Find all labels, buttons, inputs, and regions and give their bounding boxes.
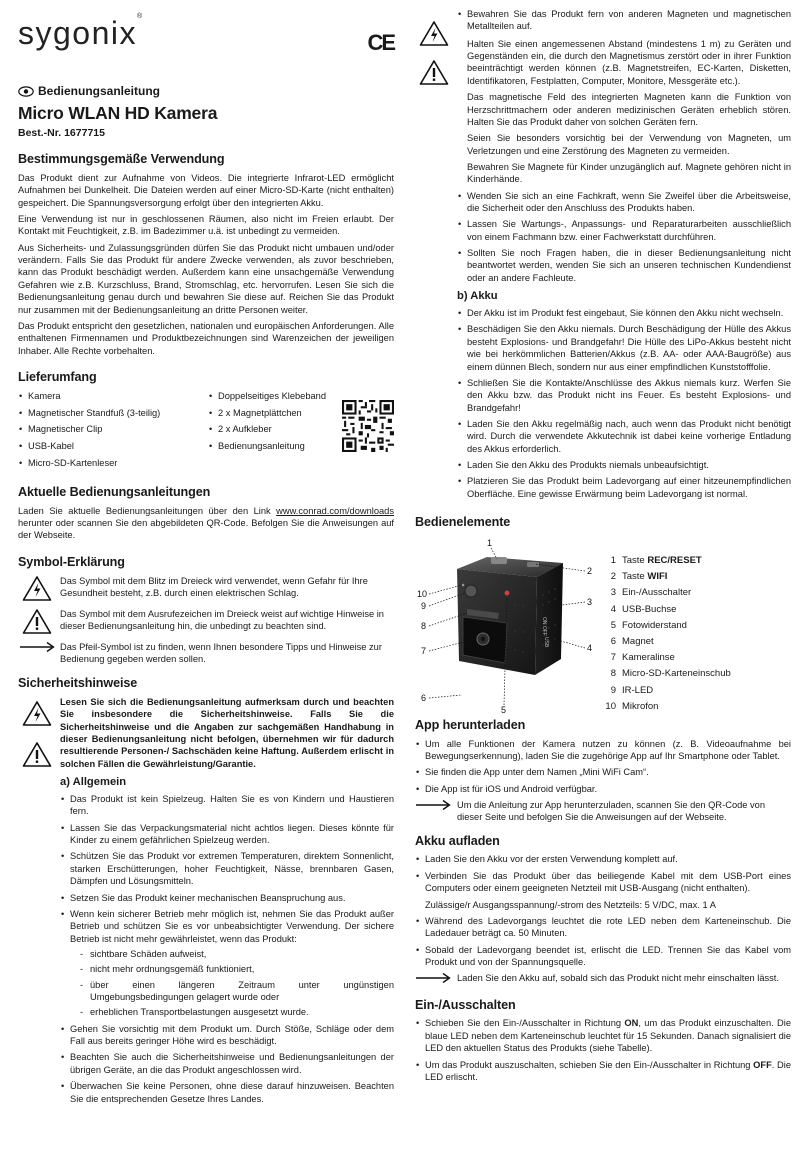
symbol-row	[18, 608, 394, 635]
callout-5: 5	[501, 704, 507, 713]
sub-list-item: - über einen längeren Zeitraum unter ungünstigen Umgebungsbedingungen gelagert wurde oder	[70, 979, 394, 1004]
list-item: • Schieben Sie den Ein-/Ausschalter in Richtung ON, um das Produkt einzuschalten. Die blaue LED neben dem Karteneinschub leuchtet für 15 Sekunden. Danach signalisiert die LED den aktuellen Status des Produkts (siehe Tabelle).	[415, 1017, 791, 1054]
callout-10: 10	[417, 588, 428, 599]
legend-item: 1 Taste REC/RESET	[610, 554, 702, 566]
legend-item: 3 Ein-/Ausschalter	[610, 587, 692, 599]
lightning-warning-icon	[419, 20, 449, 47]
subsection-title-allgemein: a) Allgemein	[60, 776, 127, 789]
list-item: • Während des Ladevorgangs leuchtet die rote LED neben dem Karteneinschub. Die Ladedauer beträgt ca. 50 Minuten.	[415, 915, 791, 940]
lightning-warning-icon	[22, 575, 52, 602]
paragraph: Das Produkt entspricht den gesetzlichen, nationalen und europäischen Anforderungen. Alle enthaltenen Firmennamen und Produktbezeichnungen sind Warenzeichen der jeweiligen Inhaber. Alle Rechte vorbehalten.	[18, 320, 394, 356]
list-item: • Wenden Sie sich an eine Fachkraft, wenn Sie Zweifel über die Arbeitsweise, die Sicherheit oder den Anschluss des Produkts haben.	[457, 190, 791, 215]
list-item: • Sobald der Ladevorgang beendet ist, erlischt die LED. Trennen Sie das Kabel vom Produkt und von der Spannungsquelle.	[415, 944, 791, 969]
paragraph: Halten Sie einen angemessenen Abstand (mindestens 1 m) zu Geräten und Gegenständen ein, die durch den Magnetismus zerstört oder in ihrer Funktion beeinträchtigt werden können (z.B. Magnetstreifen, EC-Karten, Disketten, Identifikatoren, Festplatten, Computer, Monitore, Messgeräte etc.).	[467, 38, 791, 86]
photoresistor	[505, 590, 510, 595]
callout-3: 3	[587, 596, 593, 607]
section-title-app: App herunterladen	[415, 717, 526, 732]
exclamation-warning-icon	[22, 608, 52, 635]
callout-7: 7	[421, 645, 427, 656]
symbol-row	[18, 641, 394, 666]
ir-led	[465, 585, 477, 597]
legend-item: 5 Fotowiderstand	[610, 619, 687, 631]
legend-item: 8 Micro-SD-Karteneinschub	[610, 668, 731, 680]
list-item: • Platzieren Sie das Produkt beim Ladevorgang auf einer hitzeunempfindlichen Oberfläche. Eine gewisse Erwärmung beim Ladevorgang ist normal.	[457, 475, 791, 500]
list-item: • Lassen Sie Wartungs-, Anpassungs- und Reparaturarbeiten ausschließlich von einem Fachmann bzw. einer Fachwerkstatt durchführen.	[457, 218, 791, 243]
exclamation-warning-icon	[22, 741, 52, 768]
list-item: • 2 x Magnetplättchen	[208, 407, 338, 419]
section-title-bedien: Bedienelemente	[415, 515, 511, 530]
callout-6: 6	[421, 692, 427, 703]
product-title: Micro WLAN HD Kamera	[18, 102, 218, 123]
tip-text: Um die Anleitung zur App herunterzuladen, scannen Sie den QR-Code von dieser Seite und befolgen Sie die Anweisungen auf der Webseite.	[457, 800, 766, 823]
rec-button	[491, 557, 507, 564]
list-item: • Setzen Sie das Produkt keiner mechanischen Beanspruchung aus.	[60, 892, 394, 904]
download-link[interactable]: www.conrad.com/downloads	[276, 505, 394, 516]
symbol-row	[18, 575, 394, 602]
legend-item: 10 Mikrofon	[605, 700, 659, 712]
tip-row	[415, 799, 791, 824]
arrow-tip-icon	[415, 799, 451, 811]
list-item: • Kamera	[18, 390, 208, 402]
section-title-aktuelle: Aktuelle Bedienungsanleitungen	[18, 484, 211, 499]
sub-list-item: - sichtbare Schäden aufweist,	[70, 948, 394, 960]
arrow-tip-icon	[415, 972, 451, 984]
subsection-title-akku: b) Akku	[457, 290, 498, 303]
qr-code[interactable]	[342, 400, 394, 452]
legend-item: 6 Magnet	[610, 635, 654, 647]
list-item: • Überwachen Sie keine Personen, ohne diese darauf hinzuweisen. Beachten Sie die entsprechenden Gesetze Ihres Landes.	[60, 1080, 394, 1105]
callout-1: 1	[487, 537, 493, 548]
ce-mark: CE	[367, 30, 394, 55]
legend-item: 9 IR-LED	[610, 684, 654, 696]
list-item: • Bewahren Sie das Produkt fern von anderen Magneten und magnetischen Metallteilen auf. Halten Sie einen angemessenen Abstand (mindestens 1 m) zu Geräten und Gegenständen ein, die durch den Magnetismus zerstört oder in ihrer Funktion beeinträchtigt werden können (z.B. Magnetstreifen, EC-Karten, Disketten, Identifikatoren, Festplatten, Computer, Monitore, Messgeräte etc.). Das magnetische Feld des integrierten Magneten kann die Funktion von Herzschrittmachern oder anderen medizinischen Geräten erheblich stören. Halten Sie das Produkt daher von solchen Geräten fern. Seien Sie besonders vorsichtig bei der Verwendung von Magneten, um Verletzungen und eine Zerstörung des Magneten zu vermeiden. Bewahren Sie Magnete für Kinder unzugänglich auf. Magnete gehören nicht in Kinderhände.	[457, 8, 791, 186]
list-item: • Laden Sie den Akku regelmäßig nach, auch wenn das Produkt nicht benötigt wird. Durch die verwendete Akkutechnik ist dabei keine vorherige Entladung des Akkus erforderlich.	[457, 418, 791, 455]
article-number: Best.-Nr. 1677715	[18, 127, 105, 140]
paragraph: Das magnetische Feld des integrierten Magneten kann die Funktion von Herzschrittmachern oder anderen medizinischen Geräten erheblich stören. Halten Sie das Produkt daher von solchen Geräten fern.	[467, 92, 791, 127]
list-item: • Der Akku ist im Produkt fest eingebaut, Sie können den Akku nicht wechseln.	[457, 307, 791, 319]
legend-item: 2 Taste WIFI	[610, 571, 668, 583]
paragraph: Laden Sie aktuelle Bedienungsanleitungen über den Link www.conrad.com/downloads herunter oder scannen Sie den abgebildeten QR-Code. Befolgen Sie die Anweisungen auf der Webseite.	[18, 505, 394, 541]
camera-side	[535, 563, 563, 675]
list-item: • Micro-SD-Kartenleser	[18, 457, 208, 469]
callout-9: 9	[421, 600, 427, 611]
list-item: • Gehen Sie vorsichtig mit dem Produkt um. Durch Stöße, Schläge oder dem Fall aus bereits geringer Höhe wird es beschädigt.	[60, 1023, 394, 1048]
controls-figure	[415, 535, 791, 713]
svg-text:USB: USB	[543, 636, 549, 648]
paragraph: Bewahren Sie Magnete für Kinder unzugänglich auf. Magnete gehören nicht in Kinderhände.	[467, 161, 791, 185]
section-title-einaus: Ein-/Ausschalten	[415, 997, 516, 1012]
safety-intro-text: Lesen Sie sich die Bedienungsanleitung aufmerksam durch und beachten Sie insbesondere die Sicherheitshinweise. Falls Sie die Sicherheitshinweise und die Angaben zur sachgemäßen Handhabung in dieser Bedienungsanleitung nicht befolgen, übernehmen wir für dadurch resultierende Personen-/ Sachschäden keine Haftung. Außerdem erlischt in solchen Fällen die Gewährleistung/Garantie.	[60, 696, 394, 769]
lightning-warning-icon	[22, 700, 52, 727]
legend-item: 7 Kameralinse	[610, 652, 675, 664]
section-title-laden: Akku aufladen	[415, 833, 500, 848]
sub-list-item: - erheblichen Transportbelastungen ausgesetzt wurde.	[70, 1006, 394, 1018]
list-item: • Laden Sie den Akku vor der ersten Verwendung komplett auf.	[415, 853, 791, 865]
list-item: • Um das Produkt auszuschalten, schieben Sie den Ein-/Ausschalter in Richtung OFF. Die LED erlischt.	[415, 1059, 791, 1084]
tip-row	[415, 972, 791, 987]
list-item: • Sie finden die App unter dem Namen „Mini WiFi Cam“.	[415, 766, 791, 778]
list-item: • Doppelseitiges Klebeband	[208, 390, 338, 402]
section-title-symbol: Symbol-Erklärung	[18, 554, 125, 569]
section-title-sicherheit: Sicherheitshinweise	[18, 676, 138, 691]
controls-legend	[602, 555, 731, 717]
list-item: • Bedienungsanleitung	[208, 440, 338, 452]
legend-item: 4 USB-Buchse	[610, 603, 677, 615]
doc-type: Bedienungsanleitung	[18, 84, 394, 100]
eye-icon	[18, 86, 34, 97]
magnet-warning	[415, 8, 791, 504]
paragraph: Das Produkt dient zur Aufnahme von Videos. Die integrierte Infrarot-LED ermöglicht Aufnahmen bei Dunkelheit. Die Dateien werden auf einer Micro-SD-Karte (nicht enthalten) gespeichert. Die Spannungsversorgung erfolgt über den integrierten Akku.	[18, 172, 394, 208]
safety-intro	[18, 696, 394, 1109]
symbol-text: Das Symbol mit dem Blitz im Dreieck wird verwendet, wenn Gefahr für Ihre Gesundheit besteht, z.B. durch einen elektrischen Schlag.	[60, 575, 368, 598]
callout-2: 2	[587, 565, 593, 576]
symbol-text: Das Pfeil-Symbol ist zu finden, wenn Ihnen besondere Tipps und Hinweise zur Bedienung gegeben werden sollen.	[60, 641, 382, 664]
list-item: • Beschädigen Sie den Akku niemals. Durch Beschädigung der Hülle des Akkus besteht Explosions- und Brandgefahr! Die Hülle des LiPo-Akkus besteht nicht wie bei herkömmlichen Batterien/Akkus (z.B. AA- oder AAA-Baugröße) aus einem dünnen Blech, sondern nur aus einer empfindlichen Kunststofffolie.	[457, 323, 791, 372]
microphone	[462, 584, 465, 587]
section-title-bestimmung: Bestimmungsgemäße Verwendung	[18, 152, 225, 167]
list-item: • USB-Kabel	[18, 440, 208, 452]
arrow-tip-icon	[19, 641, 55, 653]
list-item: • Laden Sie den Akku des Produkts niemals unbeaufsichtigt.	[457, 459, 791, 471]
list-item: • Sollten Sie noch Fragen haben, die in dieser Bedienungsanleitung nicht beantwortet werden, wenden Sie sich an unseren technischen Kundendienst oder an andere Fachleute.	[457, 247, 791, 284]
list-item: • Magnetischer Clip	[18, 423, 208, 435]
delivery-list	[18, 390, 394, 474]
exclamation-warning-icon	[419, 59, 449, 86]
section-title-lieferumfang: Lieferumfang	[18, 369, 97, 384]
svg-text:ON OFF: ON OFF	[541, 616, 547, 636]
paragraph: Aus Sicherheits- und Zulassungsgründen dürfen Sie das Produkt nicht umbauen und/oder verändern. Falls Sie das Produkt für andere Zwecke verwenden, als zuvor beschrieben, kann das Produkt beschädigt werden. Außerdem kann eine unsachgemäße Verwendung Gefahren wie z.B. Kurzschluss, Brand, Stromschlag, etc. hervorrufen. Lesen Sie sich die Bedienungsanleitung genau durch und bewahren Sie diese auf. Reichen Sie das Produkt nur zusammen mit der Bedienungsanleitung an dritte Personen weiter.	[18, 242, 394, 315]
right-column	[415, 8, 791, 1087]
sub-list-item: - nicht mehr ordnungsgemäß funktioniert,	[70, 963, 394, 975]
list-item: • Schließen Sie die Kontakte/Anschlüsse des Akkus niemals kurz. Werfen Sie den Akku bzw. das Produkt nicht ins Feuer. Es besteht Explosions- und Brandgefahr!	[457, 377, 791, 414]
spec-text: Zulässige/r Ausgangsspannung/-strom des Netzteils: 5 V/DC, max. 1 A	[425, 899, 716, 910]
list-item: • Wenn kein sicherer Betrieb mehr möglich ist, nehmen Sie das Produkt außer Betrieb und schützen Sie es vor unbeabsichtigter Verwendung. Der sichere Betrieb ist nicht mehr gewährleistet, wenn das Produkt: - sichtbare Schäden aufweist, - nicht mehr ordnungsgemäß funktioniert, - über einen längeren Zeitraum unter ungünstigen Umgebungsbedingungen gelagert wurde oder - erheblichen Transportbelastungen ausgesetzt wurde.	[60, 908, 394, 1019]
list-item: • 2 x Aufkleber	[208, 423, 338, 435]
callout-8: 8	[421, 620, 427, 631]
list-item: • Magnetischer Standfuß (3-teilig)	[18, 407, 208, 419]
symbol-text: Das Symbol mit dem Ausrufezeichen im Dreieck weist auf wichtige Hinweise in dieser Bedienungsanleitung hin, die unbedingt zu beachten sind.	[60, 608, 384, 631]
list-item: • Schützen Sie das Produkt vor extremen Temperaturen, direktem Sonnenlicht, starken Erschütterungen, hoher Feuchtigkeit, Nässe, brennbaren Gasen, Dämpfen und Lösungsmitteln.	[60, 850, 394, 887]
paragraph: Seien Sie besonders vorsichtig bei der Verwendung von Magneten, um Verletzungen und eine Zerstörung des Magneten zu vermeiden.	[467, 133, 791, 156]
tip-text: Laden Sie den Akku auf, sobald sich das Produkt nicht mehr einschalten lässt.	[457, 973, 779, 984]
list-item: • Die App ist für iOS und Android verfügbar.	[415, 783, 791, 795]
paragraph: Eine Verwendung ist nur in geschlossenen Räumen, also nicht im Freien erlaubt. Der Kontakt mit Feuchtigkeit, z.B. im Badezimmer u.ä. ist unbedingt zu vermeiden.	[18, 213, 394, 237]
camera-diagram	[415, 535, 595, 713]
brand-logo: sygonix®	[18, 13, 144, 51]
callout-4: 4	[587, 642, 593, 653]
left-column	[18, 0, 394, 1109]
list-item: • Lassen Sie das Verpackungsmaterial nicht achtlos liegen. Dieses könnte für Kinder zu einem gefährlichen Spielzeug werden.	[60, 822, 394, 847]
list-item: • Um alle Funktionen der Kamera nutzen zu können (z. B. Videoaufnahme bei Bewegungserkennung), laden Sie die zugehörige App auf Ihr Smartphone oder Tablet.	[415, 738, 791, 763]
list-item: • Beachten Sie auch die Sicherheitshinweise und Bedienungsanleitungen der übrigen Geräte, an die das Produkt angeschlossen wird.	[60, 1051, 394, 1076]
list-item: • Das Produkt ist kein Spielzeug. Halten Sie es von Kindern und Haustieren fern.	[60, 793, 394, 818]
list-item: • Verbinden Sie das Produkt über das beiliegende Kabel mit dem USB-Port eines Computers oder einem geeigneten Netzteil mit USB-Ausgang (nicht enthalten). Zulässige/r Ausgangsspannung/-strom des Netzteils: 5 V/DC, max. 1 A	[415, 870, 791, 911]
